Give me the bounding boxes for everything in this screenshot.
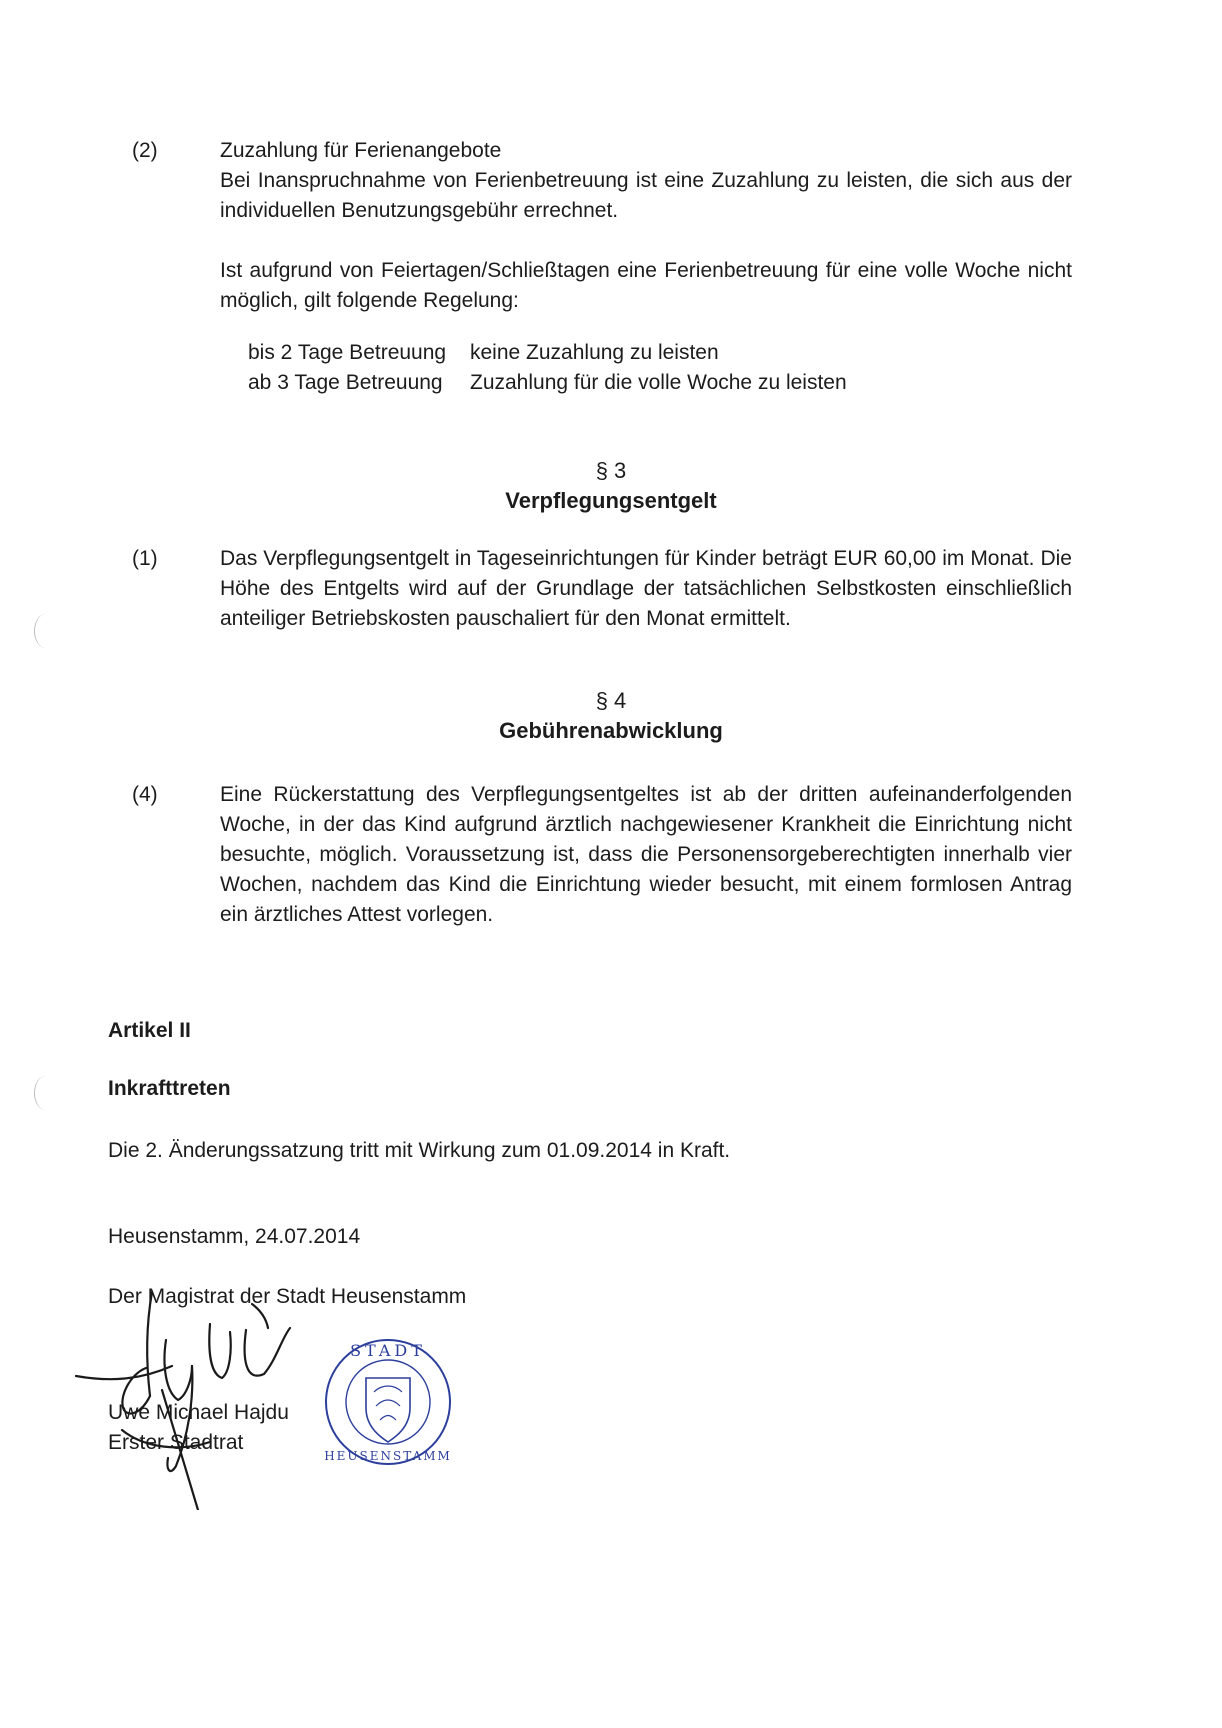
paragraph-title: Zuzahlung für Ferienangebote xyxy=(220,139,502,162)
seal-text-top: STADT xyxy=(350,1341,426,1360)
rule-text: Zuzahlung für die volle Woche zu leisten xyxy=(470,371,847,394)
signatory-role: Erster Stadtrat xyxy=(108,1431,244,1454)
article-heading: Inkrafttreten xyxy=(108,1077,231,1100)
paragraph-text: Eine Rückerstattung des Verpflegungsentgeltes ist ab der dritten aufeinanderfolgenden Woche, in der das Kind aufgrund ärztlich nachgewiesener Krankheit die Einrichtung nicht besuchte, möglich. Voraussetzung ist, dass die Personensorgeberechtigten innerhalb vier Wochen, nachdem das Kind die Einrichtung wieder besucht, mit einem formlosen Antrag ein ärztliches Attest vorlegen. xyxy=(220,783,1072,926)
official-seal xyxy=(324,1340,452,1464)
punch-hole-mark xyxy=(34,614,57,648)
coat-of-arms-icon xyxy=(366,1378,410,1442)
section-3-heading xyxy=(0,456,1222,516)
paragraph-number: (4) xyxy=(132,783,158,806)
signatory-name: Uwe Michael Hajdu xyxy=(108,1401,289,1424)
section-title: Gebührenabwicklung xyxy=(499,718,723,743)
section-title: Verpflegungsentgelt xyxy=(505,488,717,513)
section-4-heading xyxy=(0,686,1222,746)
rule-row xyxy=(248,368,847,398)
signature-block xyxy=(70,1270,470,1510)
paragraph-number: (1) xyxy=(132,547,158,570)
handwritten-signature xyxy=(76,1292,290,1510)
paragraph-number: (2) xyxy=(132,139,158,162)
rule-row xyxy=(248,338,847,368)
rule-days: ab 3 Tage Betreuung xyxy=(248,371,443,394)
section-symbol: § 4 xyxy=(595,688,627,713)
article-text: Die 2. Änderungssatzung tritt mit Wirkung zum 01.09.2014 in Kraft. xyxy=(108,1139,731,1162)
seal-text-bottom: HEUSENSTAMM xyxy=(324,1449,452,1463)
paragraph-text: Das Verpflegungsentgelt in Tageseinrichtungen für Kinder beträgt EUR 60,00 im Monat. Die Höhe des Entgelts wird auf der Grundlage der tatsächlichen Selbstkosten einschließlich anteiliger Betriebskosten pauschaliert für den Monat ermittelt. xyxy=(220,547,1072,630)
authority: Der Magistrat der Stadt Heusenstamm xyxy=(108,1285,467,1308)
punch-hole-mark xyxy=(34,1076,57,1110)
rule-text: keine Zuzahlung zu leisten xyxy=(470,341,719,364)
article-label: Artikel II xyxy=(108,1019,191,1042)
paragraph-text: Ist aufgrund von Feiertagen/Schließtagen eine Ferienbetreuung für eine volle Woche nicht möglich, gilt folgende Regelung: xyxy=(220,259,1072,312)
signature-svg xyxy=(70,1270,470,1510)
rule-table xyxy=(248,338,847,398)
seal-inner-ring xyxy=(346,1360,430,1444)
rule-days: bis 2 Tage Betreuung xyxy=(248,341,447,364)
paragraph-text: Bei Inanspruchnahme von Ferienbetreuung ist eine Zuzahlung zu leisten, die sich aus der individuellen Benutzungsgebühr errechnet. xyxy=(220,169,1072,222)
section-symbol: § 3 xyxy=(595,458,627,483)
place-date: Heusenstamm, 24.07.2014 xyxy=(108,1225,361,1248)
